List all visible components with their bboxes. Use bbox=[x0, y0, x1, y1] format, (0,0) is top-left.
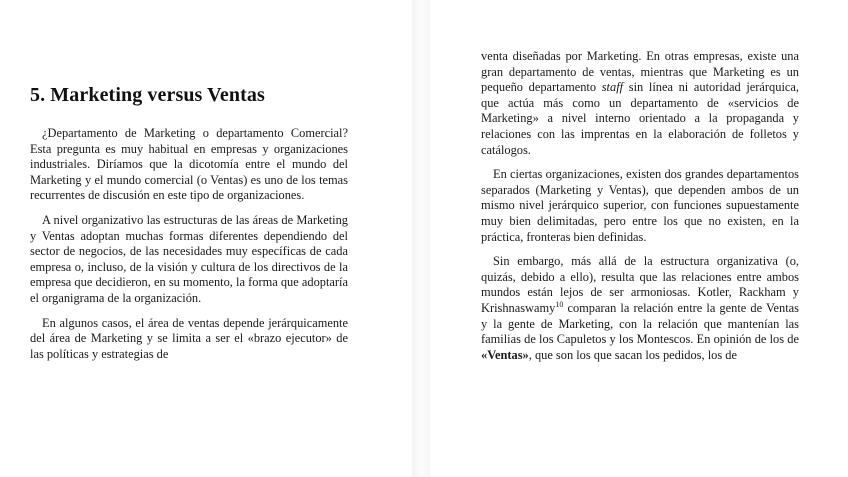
paragraph-organizational: A nivel organizativo las estructuras de las áreas de Marketing y Ventas adoptan muchas formas diferentes dependiendo del sector de negocios, de las necesidades muy específicas de cada empresa o, incluso, de la visión y cultura de los directivos de la empresa que decidieron, en su momento, la forma que adoptaría el organigrama de la organización. bbox=[30, 212, 348, 305]
italic-term: staff bbox=[601, 80, 624, 95]
paragraph-intro: ¿Departamento de Marketing o departamento Comercial? Esta pregunta es muy habitual en empresas y organizaciones industriales. Diríamos que la dicotomía entre el mundo del Marketing y el mundo comercial (o Ventas) es uno de los temas recurrentes de discusión en este tipo de organizaciones. bbox=[30, 126, 348, 203]
text-run: , que son los que sacan los pedidos, los de bbox=[528, 347, 737, 362]
bold-term: «Ventas» bbox=[481, 347, 529, 362]
paragraph-however bbox=[481, 254, 799, 363]
text-run: Sin embargo, más allá de la estructura organizativa (o, quizás, debido a ello), resulta que las relaciones entre ambos mundos están lejos de ser armoniosas. Kotler, Rackham y Krishnaswamy bbox=[481, 254, 799, 315]
left-column-text bbox=[30, 126, 348, 371]
paragraph-certain-orgs: En ciertas organizaciones, existen dos grandes departamentos separados (Marketing y Ventas), que dependen ambos de un mismo nivel jerárquico superior, con funciones supuestamente muy bien delimitadas, pero entre los que no existen, en la práctica, fronteras bien definidas. bbox=[481, 167, 799, 244]
section-heading: 5. Marketing versus Ventas bbox=[30, 84, 265, 106]
text-run: comparan la relación entre la gente de Ventas y la gente de Marketing, con la relación que mantenían las familias de los Capuletos y los Montescos. En opinión de los de bbox=[481, 300, 799, 347]
paragraph-continuation bbox=[481, 49, 799, 158]
text-run: sin línea ni autoridad jerárquica, que actúa más como un departamento de «servicios de Marketing» a nivel interno orientado a la propaganda y relaciones con las imprentas en la elaboración de folletos y catálogos. bbox=[481, 80, 799, 157]
book-gutter bbox=[412, 0, 430, 477]
text-run: venta diseñadas por Marketing. En otras empresas, existe una gran departamento de ventas, mientras que Marketing es un pequeño departamento bbox=[481, 49, 799, 95]
paragraph-some-cases: En algunos casos, el área de ventas depende jerárquicamente del área de Marketing y se limita a ser el «brazo ejecutor» de las políticas y estrategias de bbox=[30, 315, 348, 361]
right-column-text bbox=[481, 49, 799, 372]
footnote-ref: 10 bbox=[555, 299, 564, 309]
